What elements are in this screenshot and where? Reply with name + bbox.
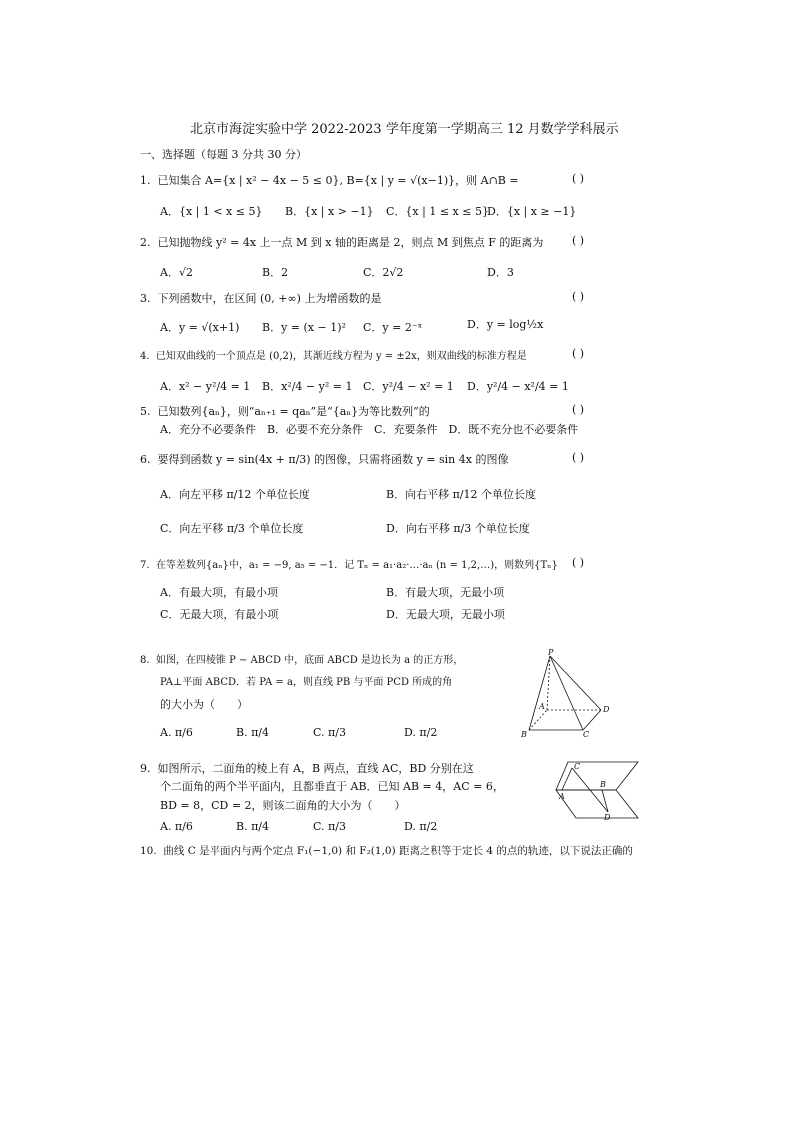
pyramid-figure <box>515 648 615 740</box>
question-text: 已知双曲线的一个顶点是 (0,2)，其渐近线方程为 y = ±2x，则双曲线的标准方程是 <box>155 351 527 362</box>
option-d: D．无最大项，无最小项 <box>386 608 505 621</box>
option-d: D．y = log½x <box>467 318 544 331</box>
question-text: 下列函数中，在区间 (0, +∞) 上为增函数的是 <box>157 292 382 305</box>
question-1 <box>140 172 519 188</box>
option-d: D．3 <box>487 266 514 279</box>
answer-paren: ( ) <box>572 172 585 185</box>
question-2 <box>140 234 543 250</box>
option-a: A．有最大项，有最小项 <box>160 586 278 599</box>
option-c: C．y²/4 − x² = 1 <box>363 380 454 393</box>
option-d: D. π/2 <box>404 820 438 833</box>
label-c: C <box>583 730 590 739</box>
dihedral-angle-figure <box>548 756 646 826</box>
page-title: 北京市海淀实验中学 2022-2023 学年度第一学期高三 12 月数学学科展示 <box>190 122 619 137</box>
option-a: A．y = √(x+1) <box>160 321 240 334</box>
question-7 <box>140 556 558 571</box>
question-text: 要得到函数 y = sin(4x + π/3) 的图像，只需将函数 y = sin 4x 的图像 <box>157 453 509 466</box>
option-d: D. π/2 <box>404 726 438 739</box>
question-text-line3: BD = 8，CD = 2，则该二面角的大小为（ ） <box>160 799 406 812</box>
question-text: 在等差数列{aₙ}中，a₁ = −9, a₅ = −1．记 Tₙ = a₁·a₂·…·aₙ (n = 1,2,…)，则数列{Tₙ} <box>155 560 558 571</box>
option-b: B．向右平移 π/12 个单位长度 <box>386 488 537 501</box>
label-a: A <box>559 792 565 801</box>
option-b: B．y = (x − 1)² <box>262 321 346 334</box>
question-number: 1. <box>140 174 151 187</box>
answer-paren: ( ) <box>572 234 585 247</box>
option-c: C．{x | 1 ≤ x ≤ 5} <box>386 205 489 218</box>
question-number: 5. <box>140 405 151 418</box>
option-b: B．x²/4 − y² = 1 <box>262 380 353 393</box>
question-text-line2: PA⊥平面 ABCD．若 PA = a，则直线 PB 与平面 PCD 所成的角 <box>160 677 453 688</box>
answer-paren: ( ) <box>572 403 585 416</box>
question-number: 6. <box>140 453 151 466</box>
option-a: A．{x | 1 < x ≤ 5} <box>160 205 263 218</box>
option-d: D．{x | x ≥ −1} <box>487 205 577 218</box>
question-number: 8. <box>140 655 150 666</box>
option-b: B. π/4 <box>236 726 270 739</box>
section-heading: 一、选择题（每题 3 分共 30 分） <box>140 148 307 161</box>
option-c: C. π/3 <box>313 726 346 739</box>
answer-paren: ( ) <box>572 290 585 303</box>
question-6 <box>140 451 508 467</box>
label-b: B <box>600 780 606 789</box>
option-c: C．2√2 <box>363 266 404 279</box>
option-d: D．向右平移 π/3 个单位长度 <box>386 522 530 535</box>
label-d: D <box>603 705 610 714</box>
label-a: A <box>539 702 545 711</box>
question-number: 4. <box>140 351 150 362</box>
question-text-line3: 的大小为（ ） <box>160 698 248 711</box>
question-text: 已知集合 A={x | x² − 4x − 5 ≤ 0}, B={x | y = √(x−1)}，则 A∩B = <box>157 174 519 187</box>
question-text: 如图，在四棱锥 P − ABCD 中，底面 ABCD 是边长为 a 的正方形， <box>155 655 464 666</box>
question-text: 曲线 C 是平面内与两个定点 F₁(−1,0) 和 F₂(1,0) 距离之积等于定长 4 的点的轨迹，以下说法正确的 <box>163 845 633 857</box>
question-text: 已知抛物线 y² = 4x 上一点 M 到 x 轴的距离是 2，则点 M 到焦点 F 的距离为 <box>157 236 544 249</box>
question-number: 3. <box>140 292 151 305</box>
answer-paren: ( ) <box>572 556 585 569</box>
question-10 <box>140 843 633 858</box>
answer-paren: ( ) <box>572 347 585 360</box>
option-a: A．√2 <box>160 266 193 279</box>
option-b: B．{x | x > −1} <box>285 205 374 218</box>
label-c: C <box>574 762 581 771</box>
option-c: C. π/3 <box>313 820 346 833</box>
question-text: 已知数列{aₙ}，则“aₙ₊₁ = qaₙ”是“{aₙ}为等比数列”的 <box>157 405 430 418</box>
option-c: C．无最大项，有最小项 <box>160 608 279 621</box>
options-line: A．充分不必要条件 B．必要不充分条件 C．充要条件 D．既不充分也不必要条件 <box>160 423 579 436</box>
option-d: D．y²/4 − x²/4 = 1 <box>467 380 569 393</box>
question-number: 2. <box>140 236 151 249</box>
question-3 <box>140 290 381 306</box>
option-b: B．2 <box>262 266 289 279</box>
option-b: B. π/4 <box>236 820 270 833</box>
label-p: P <box>548 648 554 657</box>
option-a: A．x² − y²/4 = 1 <box>160 380 251 393</box>
question-number: 9. <box>140 762 151 775</box>
option-a: A．向左平移 π/12 个单位长度 <box>160 488 310 501</box>
question-text-line2: 个二面角的两个半平面内，且都垂直于 AB．已知 AB = 4，AC = 6， <box>160 780 504 793</box>
label-b: B <box>521 730 527 739</box>
option-b: B．有最大项，无最小项 <box>386 586 505 599</box>
label-d: D <box>604 813 611 822</box>
option-c: C．y = 2⁻ˣ <box>363 321 423 334</box>
answer-paren: ( ) <box>572 451 585 464</box>
option-c: C．向左平移 π/3 个单位长度 <box>160 522 304 535</box>
question-5 <box>140 403 430 419</box>
option-a: A. π/6 <box>160 726 193 739</box>
question-number: 10. <box>140 845 157 857</box>
question-number: 7. <box>140 560 150 571</box>
question-8 <box>140 651 463 666</box>
question-4 <box>140 347 527 362</box>
question-9 <box>140 760 474 776</box>
option-a: A. π/6 <box>160 820 193 833</box>
question-text: 如图所示，二面角的棱上有 A，B 两点，直线 AC，BD 分别在这 <box>157 762 474 775</box>
